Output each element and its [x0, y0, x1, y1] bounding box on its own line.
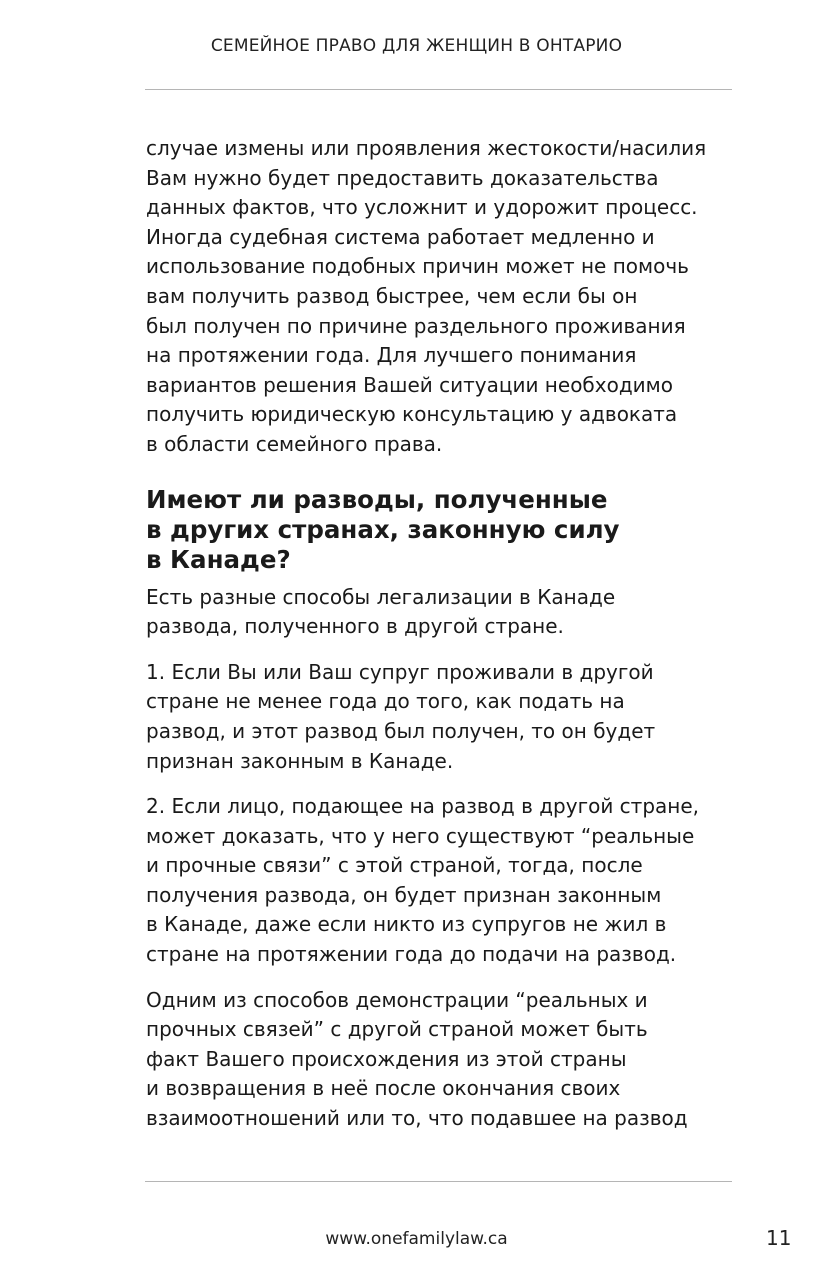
footer-url: www.onefamilylaw.ca [325, 1229, 508, 1249]
text-line: развод, и этот развод был получен, то он будет [146, 718, 656, 743]
text-line: в области семейного права. [146, 431, 443, 456]
text-line: Вам нужно будет предоставить доказательства [146, 165, 659, 190]
text-line: признан законным в Канаде. [146, 748, 454, 773]
paragraph-3 [146, 658, 736, 776]
text-line: получить юридическую консультацию у адвоката [146, 402, 678, 427]
text-line: прочных связей” с другой страной может быть [146, 1017, 648, 1042]
text-line: и возвращения в неё после окончания своих [146, 1076, 621, 1101]
heading-line: в других странах, законную силу [146, 514, 620, 544]
text-line: Одним из способов демонстрации “реальных и [146, 987, 648, 1012]
heading-line: в Канаде? [146, 544, 291, 574]
text-line: использование подобных причин может не помочь [146, 254, 689, 279]
text-line: 1. Если Вы или Ваш супруг проживали в другой [146, 659, 654, 684]
text-line: стране на протяжении года до подачи на развод. [146, 942, 677, 967]
paragraph-1 [146, 134, 736, 460]
text-line: в Канаде, даже если никто из супругов не жил в [146, 912, 667, 937]
paragraph-4 [146, 792, 736, 970]
text-line: и прочные связи” с этой страной, тогда, после [146, 853, 643, 878]
text-line: получения развода, он будет признан законным [146, 882, 662, 907]
text-line: случае измены или проявления жестокости/насилия [146, 136, 707, 160]
text-line: Есть разные способы легализации в Канаде [146, 584, 616, 609]
paragraph-2 [146, 583, 736, 642]
text-line: 2. Если лицо, подающее на развод в другой стране, [146, 794, 700, 819]
text-line: на протяжении года. Для лучшего понимания [146, 343, 637, 368]
text-line: вариантов решения Вашей ситуации необходимо [146, 372, 673, 397]
text-line: вам получить развод быстрее, чем если бы он [146, 283, 638, 308]
footer-divider [145, 1181, 732, 1182]
header-divider [145, 89, 732, 90]
running-header: СЕМЕЙНОЕ ПРАВО ДЛЯ ЖЕНЩИН В ОНТАРИО [210, 36, 623, 56]
page-content [146, 134, 736, 1134]
text-line: факт Вашего происхождения из этой страны [146, 1046, 627, 1071]
text-line: развода, полученного в другой стране. [146, 614, 564, 639]
text-line: может доказать, что у него существуют “реальные [146, 823, 695, 848]
paragraph-5 [146, 986, 736, 1134]
text-line: Иногда судебная система работает медленно и [146, 224, 655, 249]
text-line: взаимоотношений или то, что подавшее на развод [146, 1106, 688, 1131]
text-line: данных фактов, что усложнит и удорожит процесс. [146, 195, 698, 220]
text-line: стране не менее года до того, как подать на [146, 689, 625, 714]
page-number: 11 [766, 1226, 792, 1250]
section-heading [146, 485, 736, 575]
text-line: был получен по причине раздельного проживания [146, 313, 686, 338]
heading-line: Имеют ли разводы, полученные [146, 484, 608, 514]
